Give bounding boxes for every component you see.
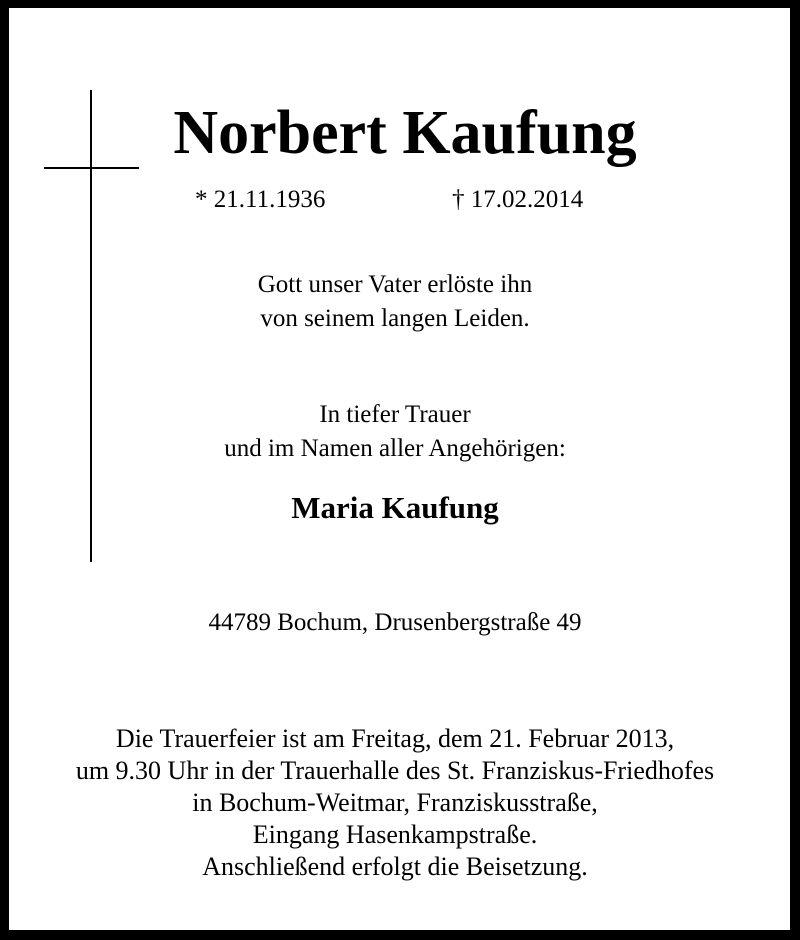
mourning-line: In tiefer Trauer xyxy=(319,401,471,428)
service-line: Die Trauerfeier ist am Freitag, dem 21. Februar 2013, xyxy=(115,724,675,753)
birth-date: * 21.11.1936 xyxy=(195,186,326,213)
deceased-name: Norbert Kaufung xyxy=(173,99,637,167)
mourner-name: Maria Kaufung xyxy=(291,490,499,525)
verse-line: Gott unser Vater erlöste ihn xyxy=(257,271,533,298)
death-date: † 17.02.2014 xyxy=(452,186,584,213)
verse-line: von seinem langen Leiden. xyxy=(260,305,530,332)
address: 44789 Bochum, Drusenbergstraße 49 xyxy=(208,609,582,636)
mourning-line: und im Namen aller Angehörigen: xyxy=(224,435,566,462)
service-line: in Bochum-Weitmar, Franziskusstraße, xyxy=(192,788,598,817)
service-line: Anschließend erfolgt die Beisetzung. xyxy=(202,852,588,881)
service-line: um 9.30 Uhr in der Trauerhalle des St. Franziskus-Friedhofes xyxy=(75,756,715,785)
service-line: Eingang Hasenkampstraße. xyxy=(252,820,538,849)
